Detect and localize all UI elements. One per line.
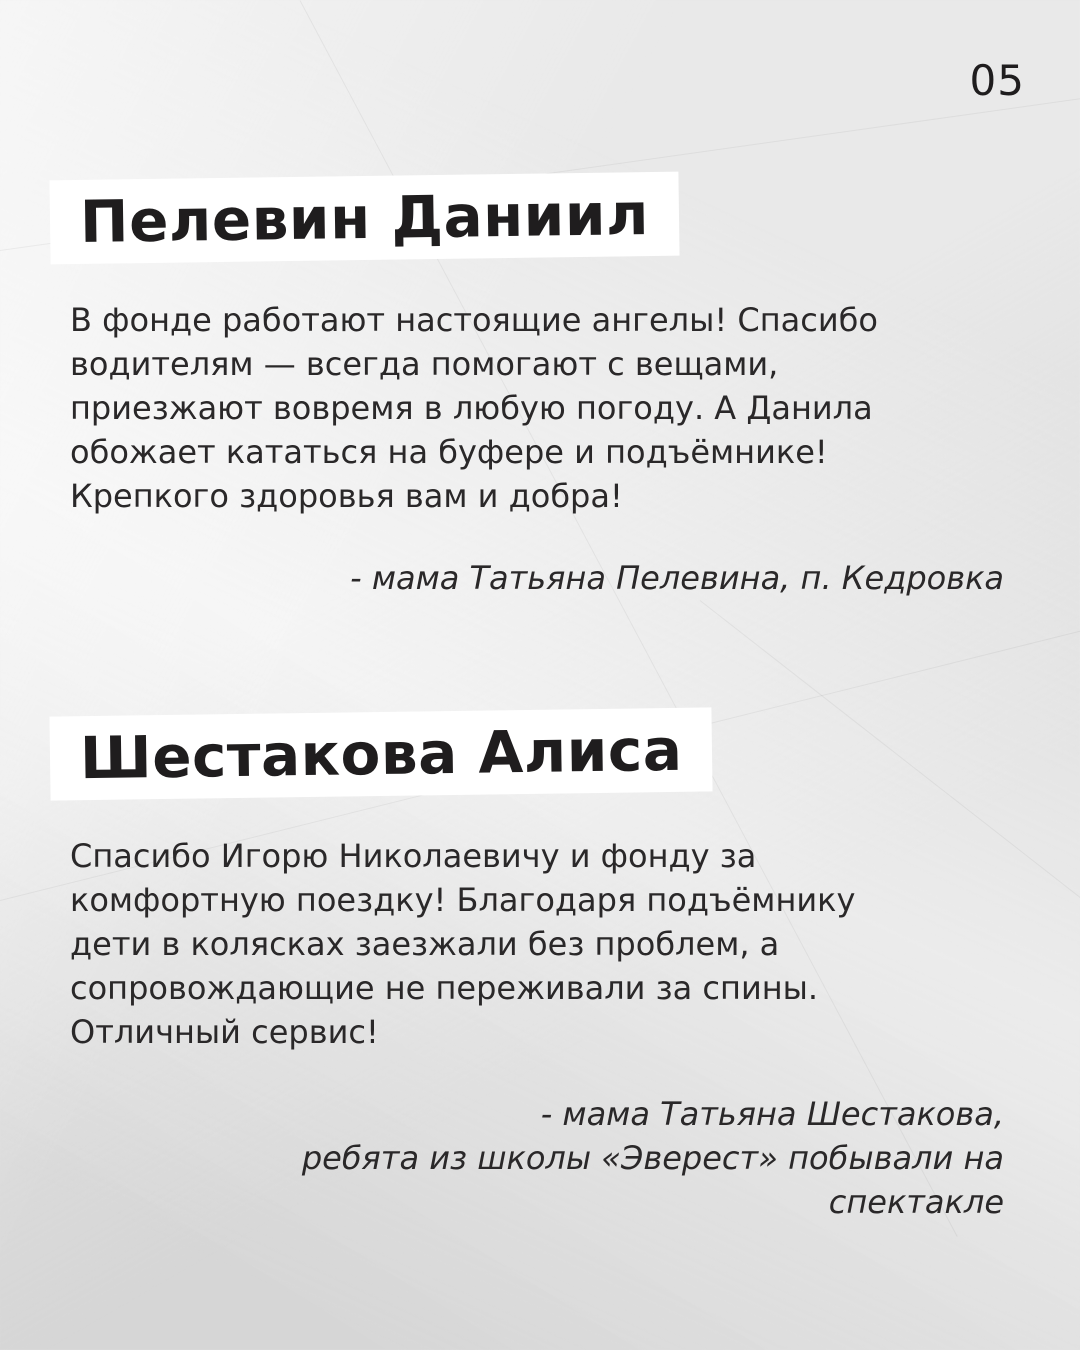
- page-number: 05: [969, 56, 1025, 105]
- text-line: Отличный сервис!: [70, 1013, 379, 1051]
- signature-2: [184, 1092, 1004, 1224]
- testimonial-text-2: [70, 834, 1010, 1054]
- name-tag-1: [49, 172, 679, 265]
- text-line: комфортную поездку! Благодаря подъёмнику: [70, 881, 856, 919]
- signature-line: спектакле: [828, 1183, 1004, 1221]
- signature-line: - мама Татьяна Шестакова,: [540, 1095, 1004, 1133]
- text-line: В фонде работают настоящие ангелы! Спасибо: [70, 301, 878, 339]
- person-name: Шестакова Алиса: [79, 715, 683, 793]
- text-line: Спасибо Игорю Николаевичу и фонду за: [70, 837, 757, 875]
- text-line: сопровождающие не переживали за спины.: [70, 969, 819, 1007]
- text-line: обожает кататься на буфере и подъёмнике!: [70, 433, 828, 471]
- text-line: Крепкого здоровья вам и добра!: [70, 477, 623, 515]
- name-tag-2: [49, 707, 713, 800]
- person-name: Пелевин Даниил: [79, 180, 650, 256]
- testimonial-text-1: [70, 298, 1010, 518]
- text-line: дети в колясках заезжали без проблем, а: [70, 925, 780, 963]
- signature-1: [184, 556, 1004, 600]
- text-line: водителям — всегда помогают с вещами,: [70, 345, 779, 383]
- text-line: приезжают вовремя в любую погоду. А Данила: [70, 389, 873, 427]
- signature-line: ребята из школы «Эверест» побывали на: [301, 1139, 1004, 1177]
- signature-line: - мама Татьяна Пелевина, п. Кедровка: [350, 559, 1004, 597]
